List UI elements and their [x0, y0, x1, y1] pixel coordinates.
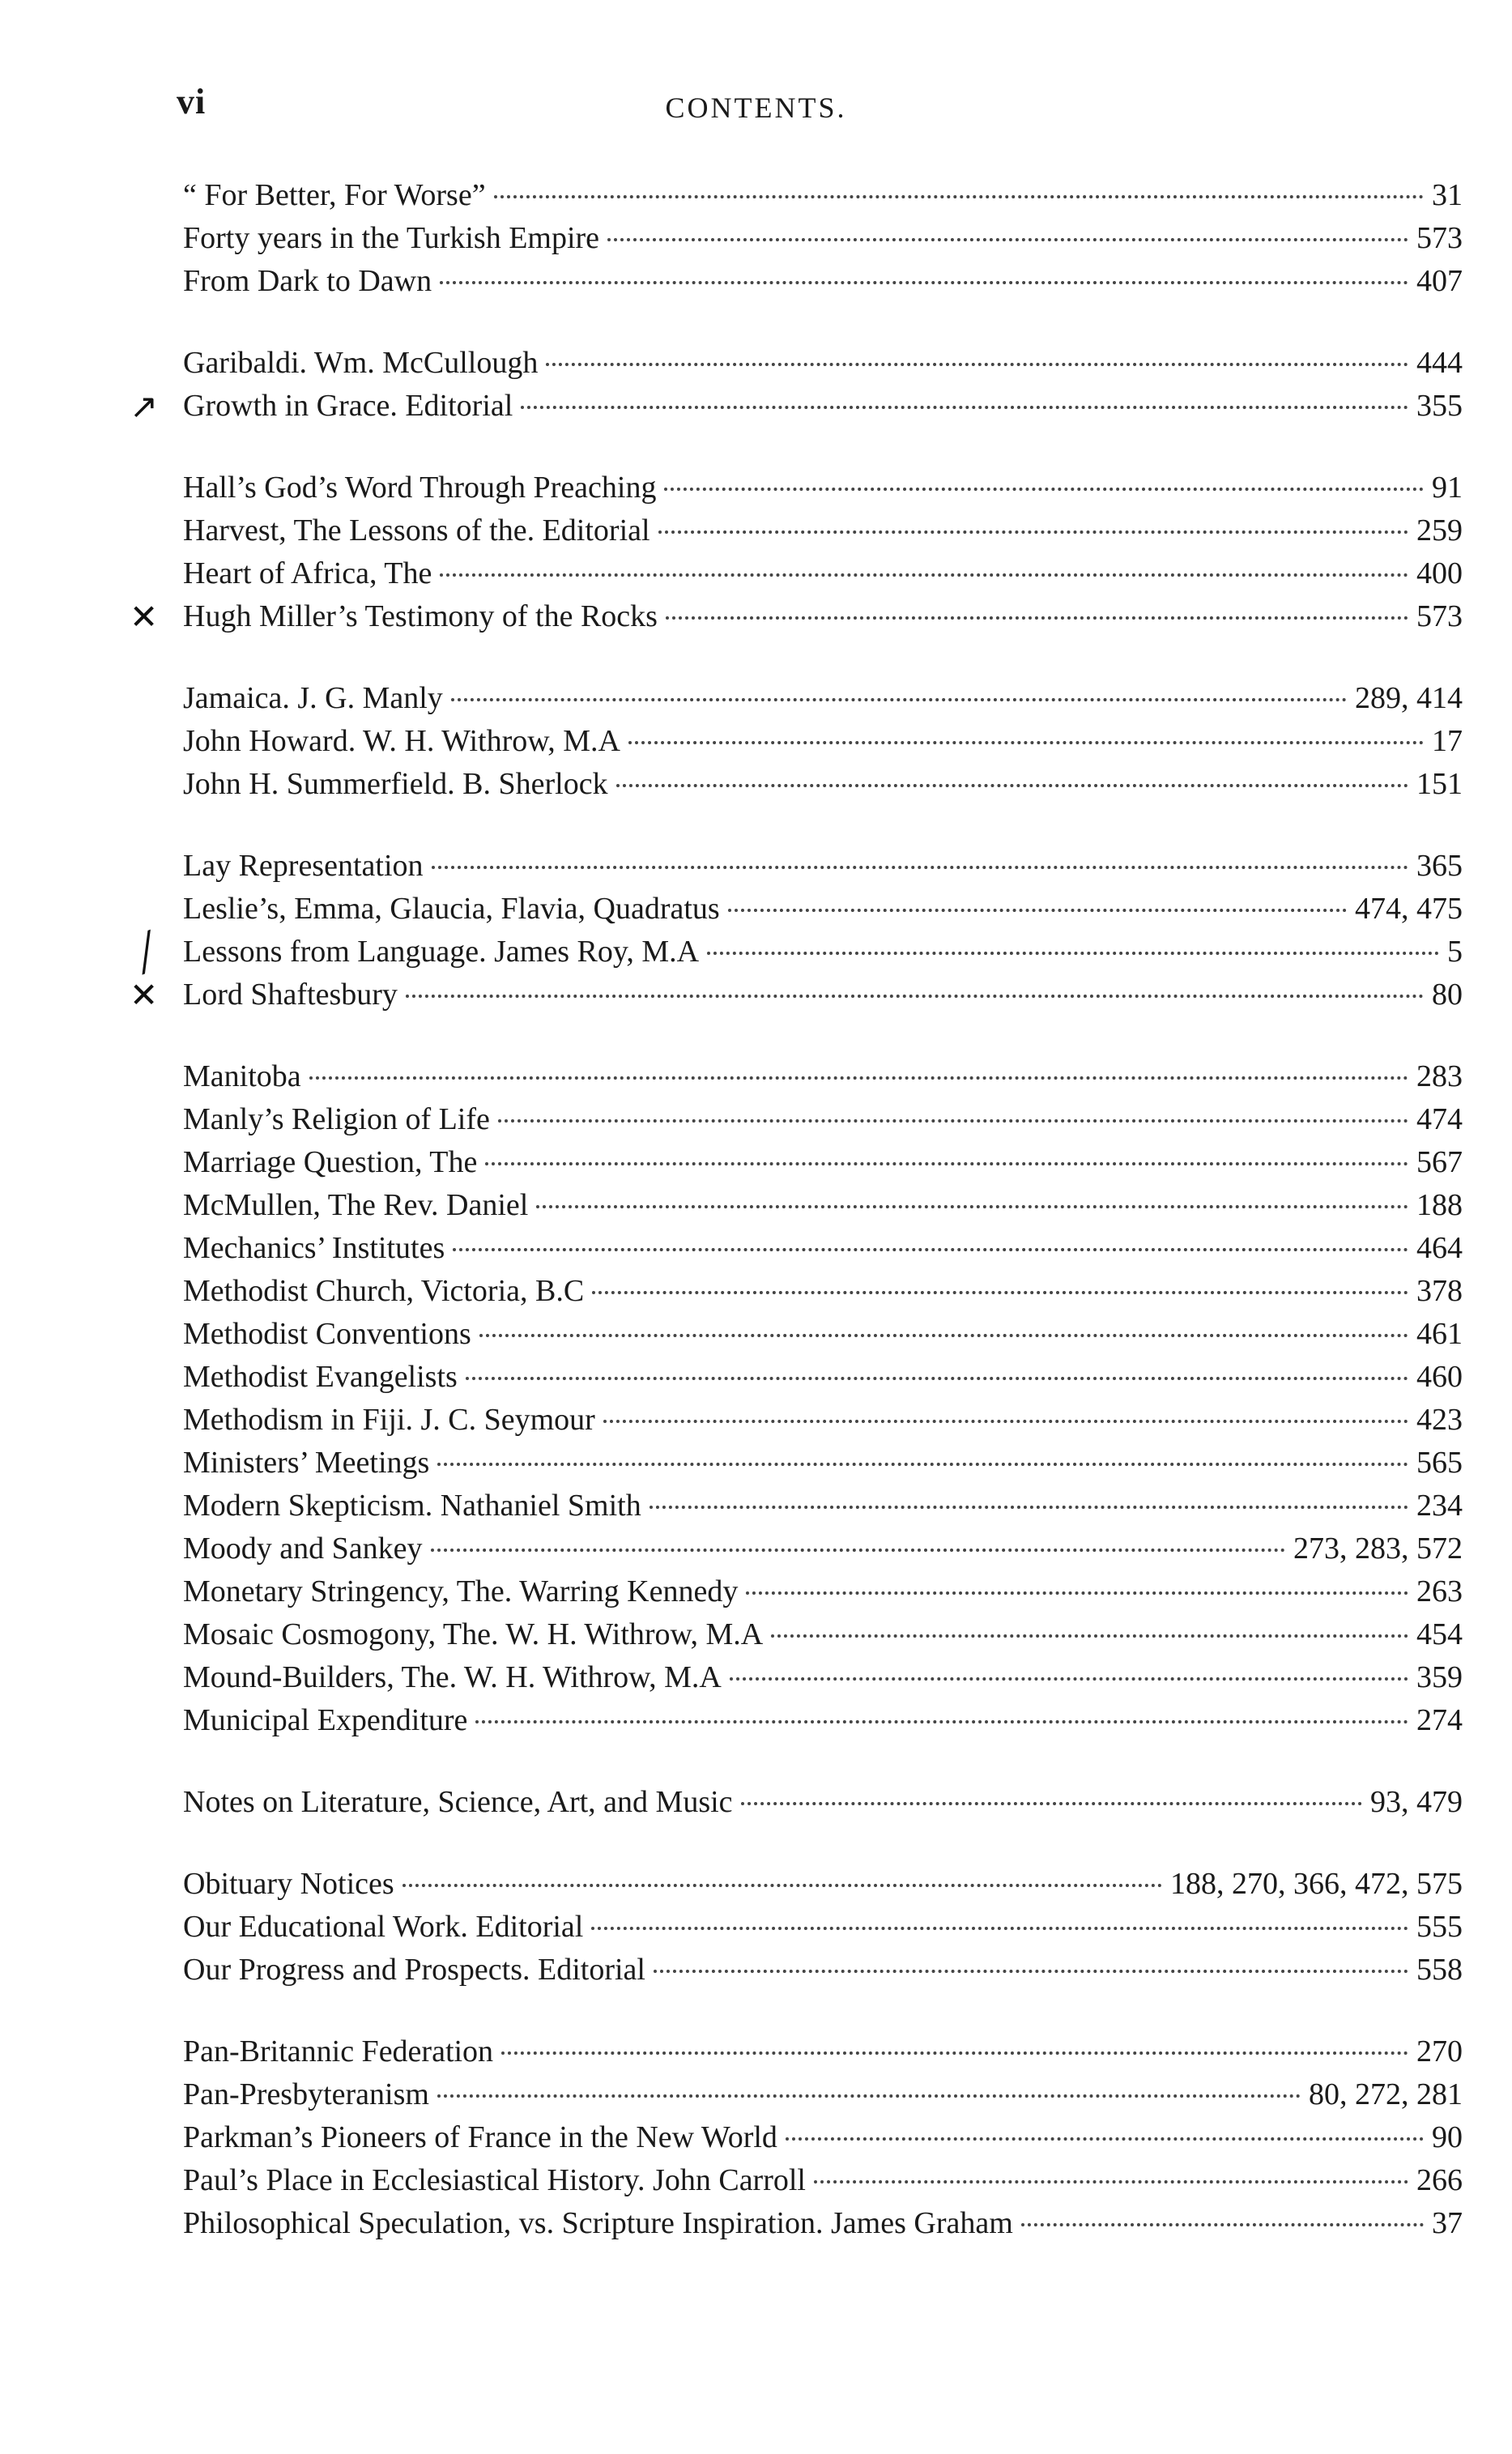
contents-entry	[183, 552, 1463, 595]
contents-entry	[183, 1656, 1463, 1699]
entry-title: Philosophical Speculation, vs. Scripture Inspiration. James Graham	[183, 2206, 1013, 2240]
entry-page-numbers: 151	[1416, 767, 1463, 801]
contents-entry	[130, 595, 1463, 638]
entry-title: John H. Summerfield. B. Sherlock	[183, 767, 608, 801]
contents-list	[130, 174, 1463, 2284]
contents-entry	[183, 1863, 1463, 1906]
running-head: CONTENTS.	[665, 92, 847, 124]
entry-page-numbers: 31	[1432, 178, 1463, 212]
dot-leader	[607, 238, 1408, 241]
entry-page-numbers: 188, 270, 366, 472, 575	[1170, 1867, 1463, 1901]
contents-group	[183, 1863, 1463, 1992]
entry-page-numbers: 365	[1416, 849, 1463, 883]
dot-leader	[664, 488, 1424, 491]
entry-page-numbers: 289, 414	[1355, 681, 1463, 715]
contents-entry	[183, 763, 1463, 806]
dot-leader	[437, 2094, 1301, 2098]
entry-title: Manly’s Religion of Life	[183, 1102, 490, 1136]
contents-entry	[183, 1098, 1463, 1141]
dot-leader	[437, 1463, 1408, 1466]
entry-title: McMullen, The Rev. Daniel	[183, 1188, 529, 1222]
entry-title: Lord Shaftesbury	[183, 978, 398, 1012]
contents-group	[183, 1055, 1463, 1742]
contents-entry	[183, 1906, 1463, 1949]
entry-title: From Dark to Dawn	[183, 264, 432, 298]
entry-page-numbers: 259	[1416, 513, 1463, 547]
entry-page-numbers: 474, 475	[1355, 892, 1463, 926]
contents-entry	[130, 385, 1463, 428]
entry-page-numbers: 234	[1416, 1489, 1463, 1523]
contents-entry	[183, 1356, 1463, 1399]
dot-leader	[786, 2137, 1424, 2141]
contents-entry	[183, 1442, 1463, 1485]
entry-page-numbers: 407	[1416, 264, 1463, 298]
dot-leader	[498, 1119, 1408, 1123]
entry-title: Mosaic Cosmogony, The. W. H. Withrow, M.A	[183, 1617, 764, 1651]
entry-page-numbers: 464	[1416, 1231, 1463, 1265]
dot-leader	[402, 1884, 1162, 1887]
contents-entry	[183, 1141, 1463, 1184]
entry-title: Harvest, The Lessons of the. Editorial	[183, 513, 650, 547]
dot-leader	[521, 406, 1408, 409]
contents-entry	[183, 467, 1463, 509]
dot-leader	[650, 1506, 1408, 1509]
dot-leader	[406, 995, 1424, 998]
contents-entry	[183, 845, 1463, 888]
dot-leader	[654, 1970, 1408, 1973]
contents-entry	[183, 1485, 1463, 1527]
contents-entry	[183, 1613, 1463, 1656]
dot-leader	[1021, 2223, 1424, 2226]
entry-title: Mechanics’ Institutes	[183, 1231, 445, 1265]
entry-title: Jamaica. J. G. Manly	[183, 681, 443, 715]
dot-leader	[771, 1634, 1408, 1638]
dot-leader	[475, 1720, 1408, 1723]
entry-page-numbers: 270	[1416, 2034, 1463, 2068]
check-mark-icon: ↗	[130, 386, 159, 426]
contents-entry	[183, 1055, 1463, 1098]
dot-leader	[546, 363, 1408, 366]
dot-leader	[658, 530, 1408, 534]
entry-title: Lessons from Language. James Roy, M.A	[183, 935, 700, 969]
dot-leader	[741, 1802, 1362, 1805]
entry-page-numbers: 188	[1416, 1188, 1463, 1222]
entry-title: Heart of Africa, The	[183, 556, 432, 590]
dot-leader	[616, 784, 1408, 787]
entry-title: Obituary Notices	[183, 1867, 394, 1901]
contents-entry	[183, 260, 1463, 303]
entry-page-numbers: 90	[1432, 2120, 1463, 2154]
entry-title: Moody and Sankey	[183, 1532, 423, 1566]
dot-leader	[440, 573, 1408, 577]
entry-title: Growth in Grace. Editorial	[183, 389, 513, 423]
entry-page-numbers: 80, 272, 281	[1309, 2077, 1463, 2111]
contents-entry	[183, 509, 1463, 552]
entry-title: Hall’s God’s Word Through Preaching	[183, 471, 657, 505]
entry-page-numbers: 37	[1432, 2206, 1463, 2240]
dot-leader	[592, 1291, 1408, 1294]
entry-title: Monetary Stringency, The. Warring Kennedy	[183, 1574, 739, 1608]
contents-entry	[183, 888, 1463, 931]
contents-entry	[183, 1699, 1463, 1742]
contents-group	[183, 677, 1463, 806]
dot-leader	[814, 2180, 1408, 2183]
dot-leader	[451, 698, 1347, 701]
entry-page-numbers: 91	[1432, 471, 1463, 505]
entry-page-numbers: 266	[1416, 2163, 1463, 2197]
slash-mark-icon: ╱	[130, 930, 163, 974]
entry-page-numbers: 17	[1432, 724, 1463, 758]
entry-page-numbers: 378	[1416, 1274, 1463, 1308]
entry-page-numbers: 93, 479	[1370, 1785, 1463, 1819]
contents-entry	[183, 2159, 1463, 2202]
entry-title: Pan-Britannic Federation	[183, 2034, 494, 2068]
dot-leader	[440, 281, 1408, 284]
entry-title: Leslie’s, Emma, Glaucia, Flavia, Quadratus	[183, 892, 720, 926]
entry-title: Methodist Evangelists	[183, 1360, 458, 1394]
dot-leader	[466, 1377, 1408, 1380]
contents-entry	[183, 342, 1463, 385]
contents-group	[130, 845, 1463, 1016]
dot-leader	[431, 1549, 1285, 1552]
dot-leader	[628, 741, 1424, 744]
contents-entry	[183, 720, 1463, 763]
contents-entry	[183, 1313, 1463, 1356]
dot-leader	[501, 2051, 1408, 2055]
entry-title: Pan-Presbyteranism	[183, 2077, 429, 2111]
dot-leader	[432, 866, 1408, 869]
entry-page-numbers: 444	[1416, 346, 1463, 380]
contents-entry	[183, 1399, 1463, 1442]
dot-leader	[485, 1162, 1408, 1165]
entry-title: Municipal Expenditure	[183, 1703, 468, 1737]
dot-leader	[479, 1334, 1408, 1337]
dot-leader	[591, 1927, 1408, 1930]
entry-page-numbers: 460	[1416, 1360, 1463, 1394]
dot-leader	[453, 1248, 1408, 1251]
entry-title: Ministers’ Meetings	[183, 1446, 430, 1480]
contents-entry	[183, 1184, 1463, 1227]
contents-entry	[183, 1527, 1463, 1570]
contents-group	[183, 174, 1463, 303]
entry-title: Methodist Conventions	[183, 1317, 471, 1351]
entry-page-numbers: 5	[1447, 935, 1463, 969]
contents-entry	[183, 1781, 1463, 1824]
entry-title: John Howard. W. H. Withrow, M.A	[183, 724, 620, 758]
dot-leader	[666, 616, 1408, 620]
dot-leader	[309, 1076, 1408, 1080]
entry-page-numbers: 573	[1416, 599, 1463, 633]
cross-mark-icon: ✕	[130, 597, 159, 637]
contents-entry	[183, 1270, 1463, 1313]
contents-entry	[183, 1949, 1463, 1992]
page-number: vi	[177, 82, 207, 121]
dot-leader	[728, 909, 1347, 912]
entry-page-numbers: 454	[1416, 1617, 1463, 1651]
entry-page-numbers: 461	[1416, 1317, 1463, 1351]
entry-title: Hugh Miller’s Testimony of the Rocks	[183, 599, 658, 633]
entry-title: Notes on Literature, Science, Art, and Music	[183, 1785, 733, 1819]
contents-entry	[183, 174, 1463, 217]
entry-title: Mound-Builders, The. W. H. Withrow, M.A	[183, 1660, 722, 1694]
contents-entry	[183, 2073, 1463, 2116]
dot-leader	[536, 1205, 1408, 1208]
entry-title: Our Educational Work. Editorial	[183, 1910, 584, 1944]
entry-page-numbers: 400	[1416, 556, 1463, 590]
entry-title: Paul’s Place in Ecclesiastical History. John Carroll	[183, 2163, 806, 2197]
entry-title: Our Progress and Prospects. Editorial	[183, 1953, 645, 1987]
entry-page-numbers: 359	[1416, 1660, 1463, 1694]
contents-group	[183, 1781, 1463, 1824]
entry-title: Forty years in the Turkish Empire	[183, 221, 600, 255]
entry-title: Methodist Church, Victoria, B.C	[183, 1274, 585, 1308]
entry-title: Parkman’s Pioneers of France in the New World	[183, 2120, 777, 2154]
entry-page-numbers: 567	[1416, 1145, 1463, 1179]
entry-title: Marriage Question, The	[183, 1145, 478, 1179]
entry-page-numbers: 263	[1416, 1574, 1463, 1608]
entry-page-numbers: 474	[1416, 1102, 1463, 1136]
entry-page-numbers: 558	[1416, 1953, 1463, 1987]
entry-title: Modern Skepticism. Nathaniel Smith	[183, 1489, 641, 1523]
entry-title: “ For Better, For Worse”	[183, 178, 486, 212]
contents-entry	[183, 2030, 1463, 2073]
dot-leader	[730, 1677, 1408, 1681]
entry-title: Garibaldi. Wm. McCullough	[183, 346, 539, 380]
dot-leader	[707, 952, 1439, 955]
dot-leader	[746, 1591, 1408, 1595]
entry-page-numbers: 423	[1416, 1403, 1463, 1437]
contents-group	[130, 467, 1463, 638]
cross-mark-icon: ✕	[130, 975, 159, 1015]
entry-page-numbers: 555	[1416, 1910, 1463, 1944]
entry-page-numbers: 274	[1416, 1703, 1463, 1737]
entry-page-numbers: 80	[1432, 978, 1463, 1012]
dot-leader	[603, 1420, 1408, 1423]
contents-entry	[183, 677, 1463, 720]
contents-entry	[130, 930, 1463, 974]
contents-entry	[130, 974, 1463, 1016]
contents-entry	[183, 1227, 1463, 1270]
entry-page-numbers: 573	[1416, 221, 1463, 255]
contents-entry	[183, 2116, 1463, 2159]
entry-title: Methodism in Fiji. J. C. Seymour	[183, 1403, 595, 1437]
contents-group	[183, 2030, 1463, 2245]
entry-page-numbers: 565	[1416, 1446, 1463, 1480]
entry-title: Manitoba	[183, 1059, 301, 1093]
contents-entry	[183, 1570, 1463, 1613]
contents-entry	[183, 217, 1463, 260]
entry-title: Lay Representation	[183, 849, 424, 883]
dot-leader	[494, 195, 1424, 198]
entry-page-numbers: 355	[1416, 389, 1463, 423]
contents-group	[130, 342, 1463, 428]
entry-page-numbers: 283	[1416, 1059, 1463, 1093]
entry-page-numbers: 273, 283, 572	[1293, 1532, 1463, 1566]
contents-entry	[183, 2202, 1463, 2245]
